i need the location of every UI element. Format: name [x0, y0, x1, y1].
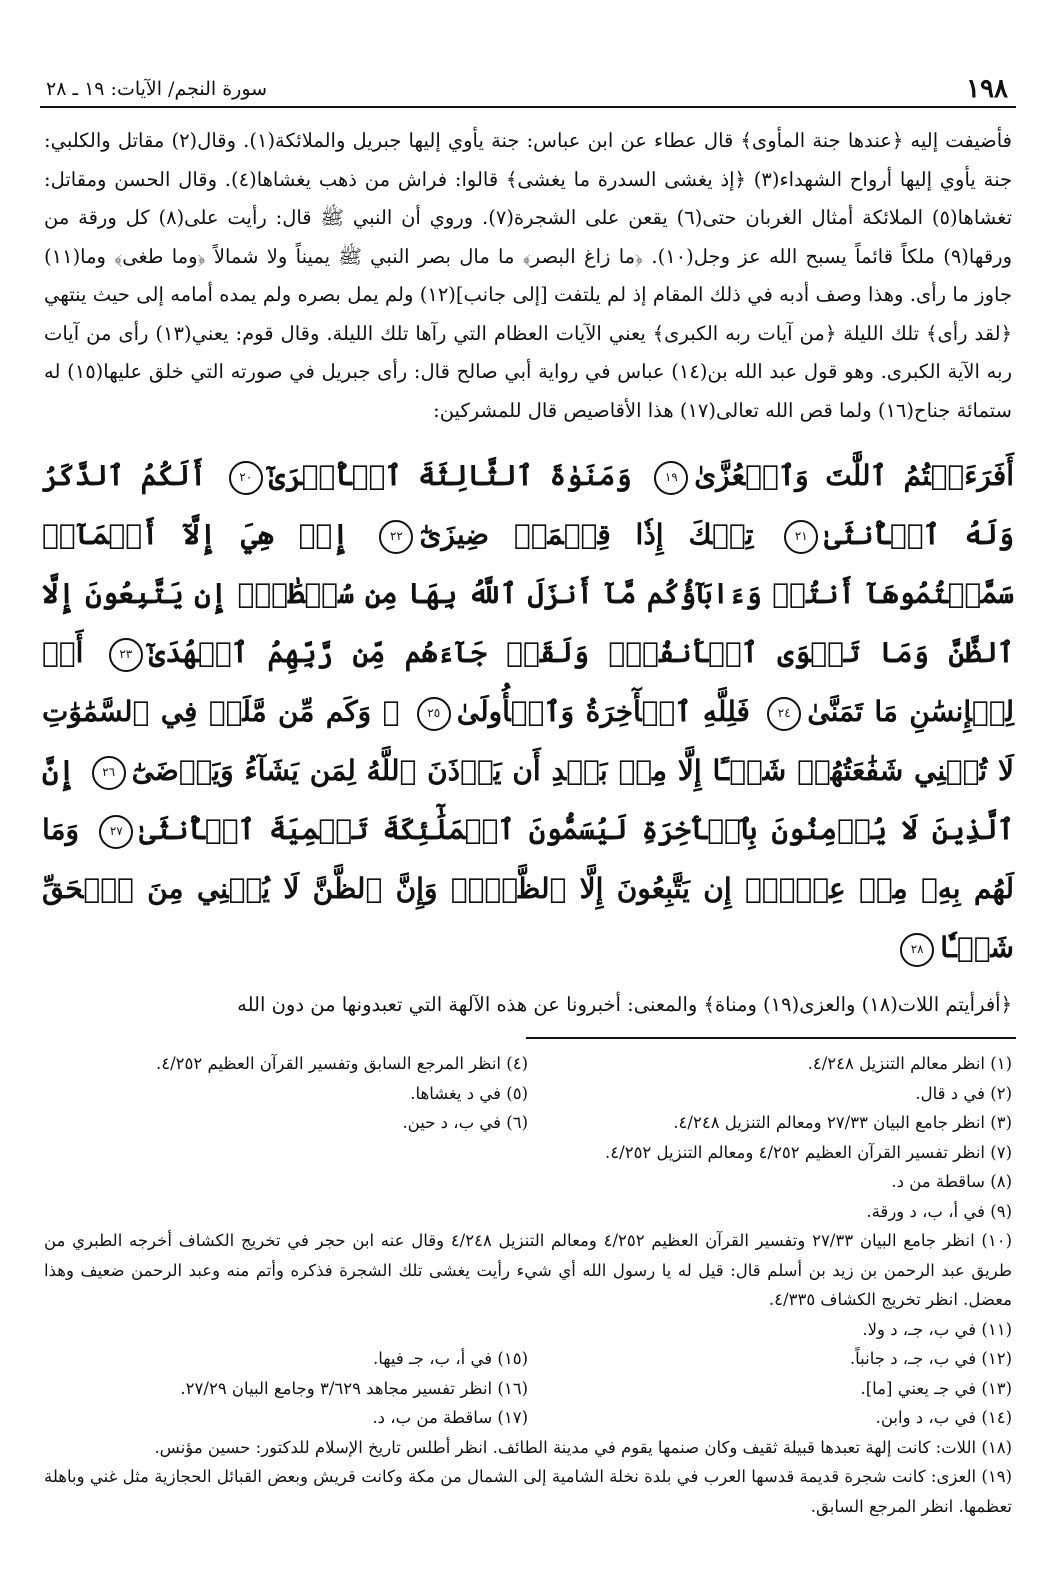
- verse-text: فَلِلَّهِ ٱلۡأٓخِرَةُ وَٱلۡأُولَىٰ: [456, 695, 750, 728]
- footnote-column-right: [528, 1315, 1012, 1433]
- commentary-line: ﴿أفرأيتم اللات(١٨) والعزى(١٩) ومناة﴾ والمعنى: أخبرونا عن هذه الآلهة التي تعبدونها من دون الله: [237, 993, 1012, 1016]
- footnote: (١٣) في جـ يعني [ما].: [860, 1378, 1012, 1398]
- ayah-number-marker: ٢٢: [379, 520, 413, 554]
- footnote-columns: [44, 1049, 1012, 1138]
- ayah-number-marker: ١٩: [654, 461, 688, 495]
- footnote-spacer: [44, 1315, 528, 1345]
- footnote: (٥) في د يغشاها.: [410, 1083, 528, 1103]
- footnote: (٩) في أ، ب، د ورقة.: [866, 1201, 1012, 1221]
- footnote-divider: [526, 1037, 1016, 1039]
- paragraph-text: فأضيفت إليه ﴿عندها جنة المأوى﴾ قال عطاء عن ابن عباس: جنة يأوي إليها جبريل والملائكة(١). وقال(٢) مقاتل والكلبي: جنة يأوي إليها أرواح الشهداء(٣) ﴿إذ يغشى السدرة ما يغشى﴾ قالوا: فراش من ذهب يغشاها(٤). وقال الحسن ومقاتل: تغشاها(٥) الملائكة أمثال الغربان حتى(٦) يقعن على الشجرة(٧). وروي أن النبي ﷺ قال: رأيت على(٨) كل ورقة من ورقها(٩) ملكاً قائماً يسبح الله عز وجل(١٠). ﴿ما زاغ البصر﴾ ما مال بصر النبي ﷺ يميناً ولا شمالاً ﴿وما طغى﴾ وما(١١) جاوز ما رأى. وهذا وصف أدبه في ذلك المقام إذ لم يلتفت [إلى جانب](١٢) ولم يمل بصره ولم يمده أمامه إلى حيث ينتهي ﴿لقد رأى﴾ تلك الليلة ﴿من آيات ربه الكبرى﴾ يعني الآيات العظام التي رآها تلك الليلة. وقال قوم: يعني(١٣) رأى من آيات ربه الآية الكبرى. وهو قول عبد الله بن(١٤) عباس في رواية أبي صالح قال: رأى جبريل في صورته التي خلق عليها(١٥) له ستمائة جناح(١٦) ولما قص الله تعالى(١٧) هذا الأقاصيص قال للمشركين:: [44, 129, 1013, 422]
- footnote: (١) انظر معالم التنزيل ٤/٢٤٨.: [807, 1054, 1012, 1073]
- ayah-number-marker: ٢٨: [900, 933, 934, 967]
- footnote: (١٢) في ب، جـ، د جانباً.: [849, 1349, 1012, 1368]
- footnote: (١٧) ساقطة من ب، د.: [372, 1408, 528, 1427]
- footnote: (١٠) انظر جامع البيان ٢٧/٣٣ وتفسير القرآن العظيم ٤/٢٥٢ ومعالم التنزيل ٤/٢٤٨ وقال عنه ابن حجر في تخريج الكشاف أخرجه الطبري من طريق عبد الرحمن بن زيد بن أسلم قال: قيل له يا رسول الله أي شيء رأيت يغشى تلك الشجرة فذكره وأتم منه وعبد الرحمن ضعيف وهذا معضل. انظر تخريج الكشاف ٤/٣٣٥.: [44, 1231, 1012, 1309]
- ayah-number-marker: ٢٦: [92, 756, 126, 790]
- tafsir-paragraph: [40, 122, 1016, 430]
- footnote: (١٤) في ب، د وابن.: [875, 1408, 1012, 1427]
- verse-text: إِنۡ هِيَ إِلَّآ أَسۡمَآءٞ سَمَّيۡتُمُوهَآ أَنتُمۡ وَءَابَآؤُكُم مَّآ أَنزَلَ ٱللَّهُ بِهَا مِن سُلۡطَٰنٍۚ إِن يَتَّبِعُونَ إِلَّا ٱلظَّنَّ وَمَا تَهۡوَى ٱلۡأَنفُسُۖ وَلَقَدۡ جَآءَهُم مِّن رَّبِّهِمُ ٱلۡهُدَىٰٓ: [42, 518, 1014, 669]
- page: [40, 60, 1016, 1532]
- quran-verses: [40, 446, 1016, 977]
- footnote: (٣) انظر جامع البيان ٢٧/٣٣ ومعالم التنزيل ٤/٢٤٨.: [673, 1113, 1012, 1132]
- footnote: (٢) في د قال.: [915, 1083, 1012, 1103]
- ayah-number-marker: ٢٠: [229, 461, 263, 495]
- verse-text: إِنَّ ٱلَّذِينَ لَا يُؤۡمِنُونَ بِٱلۡأٓخِرَةِ لَيُسَمُّونَ ٱلۡمَلَٰٓئِكَةَ تَسۡمِيَةَ ٱلۡأُنثَىٰ: [42, 754, 1014, 846]
- verse-text: أَمۡ لِلۡإِنسَٰنِ مَا تَمَنَّىٰ: [42, 636, 1015, 728]
- footnote: (٨) ساقطة من د.: [891, 1172, 1012, 1191]
- footnote-column-right: [528, 1049, 1012, 1138]
- footnote: (١٨) اللات: كانت إلهة تعبدها قبيلة ثقيف وكان صنمها يقوم في مدينة الطائف. انظر أطلس تاريخ الإسلام للدكتور: حسين مؤنس.: [154, 1437, 1012, 1457]
- page-number: ١٩٨: [966, 74, 1008, 104]
- verse-text: تِلۡكَ إِذٗا قِسۡمَةٞ ضِيزَىٰٓ: [419, 518, 754, 551]
- footnote: (٧) انظر تفسير القرآن العظيم ٤/٢٥٢ ومعالم التنزيل ٤/٢٥٢.: [605, 1142, 1012, 1162]
- ayah-number-marker: ٢٧: [99, 815, 133, 849]
- surah-title: سورة النجم/ الآيات: ١٩ ـ ٢٨: [46, 78, 268, 100]
- page-header: [40, 60, 1016, 108]
- ayah-number-marker: ٢١: [784, 520, 818, 554]
- footnote: (١٩) العزى: كانت شجرة قديمة قدسها العرب في بلدة نخلة الشامية إلى الشمال من مكة وكانت قريش وبعض القبائل الحجازية مثل غني وباهلة تعظمها. انظر المرجع السابق.: [44, 1467, 1012, 1516]
- footnote: (١٦) انظر تفسير مجاهد ٣/٦٢٩ وجامع البيان ٢٧/٢٩.: [180, 1378, 528, 1398]
- verse-text: أَلَكُمُ ٱلذَّكَرُ وَلَهُ ٱلۡأُنثَىٰ: [42, 459, 1015, 551]
- footnote: (٦) في ب، د حين.: [402, 1113, 528, 1132]
- verse-text: وَمَنَوٰةَ ٱلثَّالِثَةَ ٱلۡأُخۡرَىٰٓ: [268, 459, 632, 492]
- footnotes: [40, 1049, 1016, 1521]
- footnote: (١٥) في أ، ب، جـ فيها.: [372, 1349, 528, 1368]
- verse-text: ۞ وَكَم مِّن مَّلَكٖ فِي ٱلسَّمَٰوَٰتِ لَا تُغۡنِي شَفَٰعَتُهُمۡ شَيۡـًٔا إِلَّا مِنۢ بَعۡدِ أَن يَأۡذَنَ ٱللَّهُ لِمَن يَشَآءُ وَيَرۡضَىٰٓ: [42, 695, 1014, 787]
- verse-text: وَمَا لَهُم بِهِۦ مِنۡ عِلۡمٍۖ إِن يَتَّبِعُونَ إِلَّا ٱلظَّنَّۖ وَإِنَّ ٱلظَّنَّ لَا يُغۡنِي مِنَ ٱلۡحَقِّ شَيۡـٔٗا: [42, 813, 1014, 964]
- ayah-number-marker: ٢٣: [109, 638, 143, 672]
- footnote-columns: [44, 1315, 1012, 1433]
- ayah-number-marker: ٢٥: [417, 697, 451, 731]
- footnote: (١١) في ب، جـ، د ولا.: [862, 1319, 1012, 1339]
- verse-text: أَفَرَءَيۡتُمُ ٱللَّٰتَ وَٱلۡعُزَّىٰ: [694, 459, 1014, 492]
- footnote: (٤) انظر المرجع السابق وتفسير القرآن العظيم ٤/٢٥٢.: [155, 1054, 528, 1073]
- footnote-column-left: [44, 1315, 528, 1433]
- ayah-number-marker: ٢٤: [767, 697, 801, 731]
- footnote-column-left: [44, 1049, 528, 1138]
